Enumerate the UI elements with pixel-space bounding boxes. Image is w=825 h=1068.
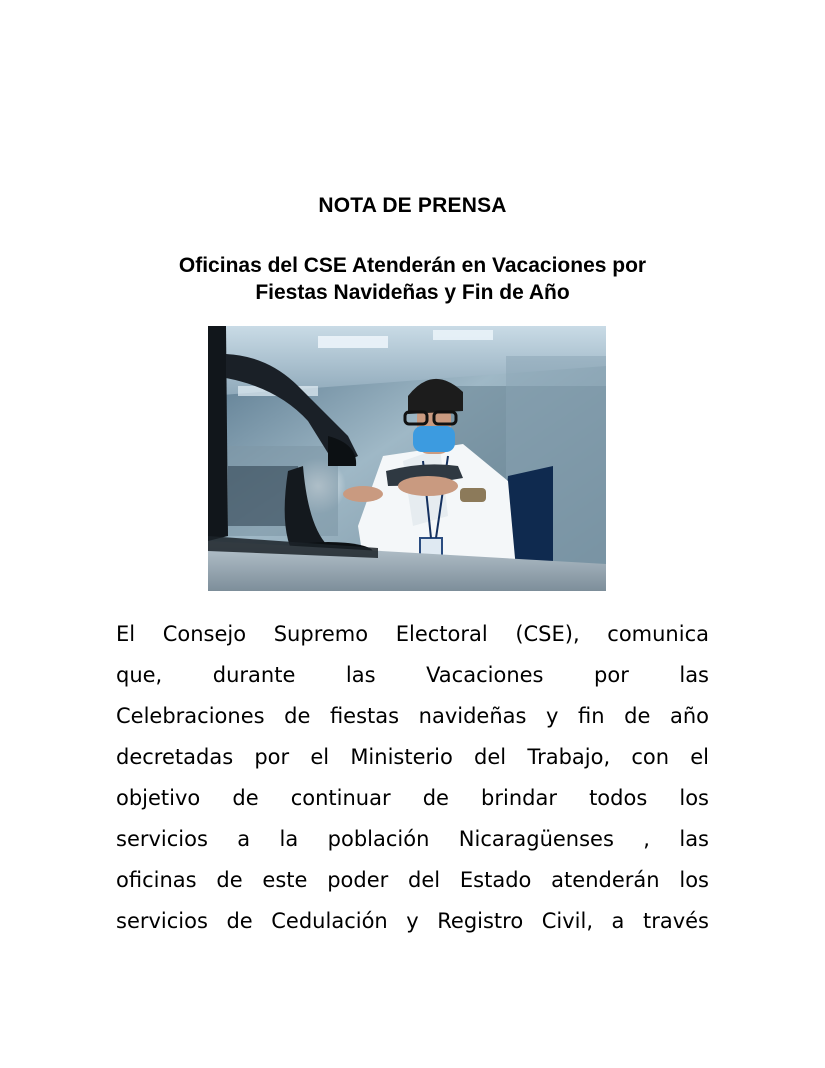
body-line: Celebraciones de fiestas navideñas y fin de año — [116, 704, 709, 728]
article-title-line: Oficinas del CSE Atenderán en Vacaciones por — [178, 254, 647, 277]
body-line: objetivo de continuar de brindar todos los — [116, 786, 709, 810]
body-line: oficinas de este poder del Estado atenderán los — [116, 868, 709, 892]
body-line: servicios a la población Nicaragüenses , las — [116, 827, 709, 851]
article-title-line: Fiestas Navideñas y Fin de Año — [255, 281, 570, 304]
body-line: servicios de Cedulación y Registro Civil, a través — [116, 909, 709, 933]
body-line: que, durante las Vacaciones por las — [116, 663, 709, 687]
body-line: El Consejo Supremo Electoral (CSE), comunica — [116, 622, 709, 646]
press-release-label: NOTA DE PRENSA — [318, 194, 507, 217]
article-photo — [208, 326, 606, 591]
article-title — [0, 252, 825, 306]
body-line: decretadas por el Ministerio del Trabajo, con el — [116, 745, 709, 769]
article-body — [116, 614, 709, 942]
